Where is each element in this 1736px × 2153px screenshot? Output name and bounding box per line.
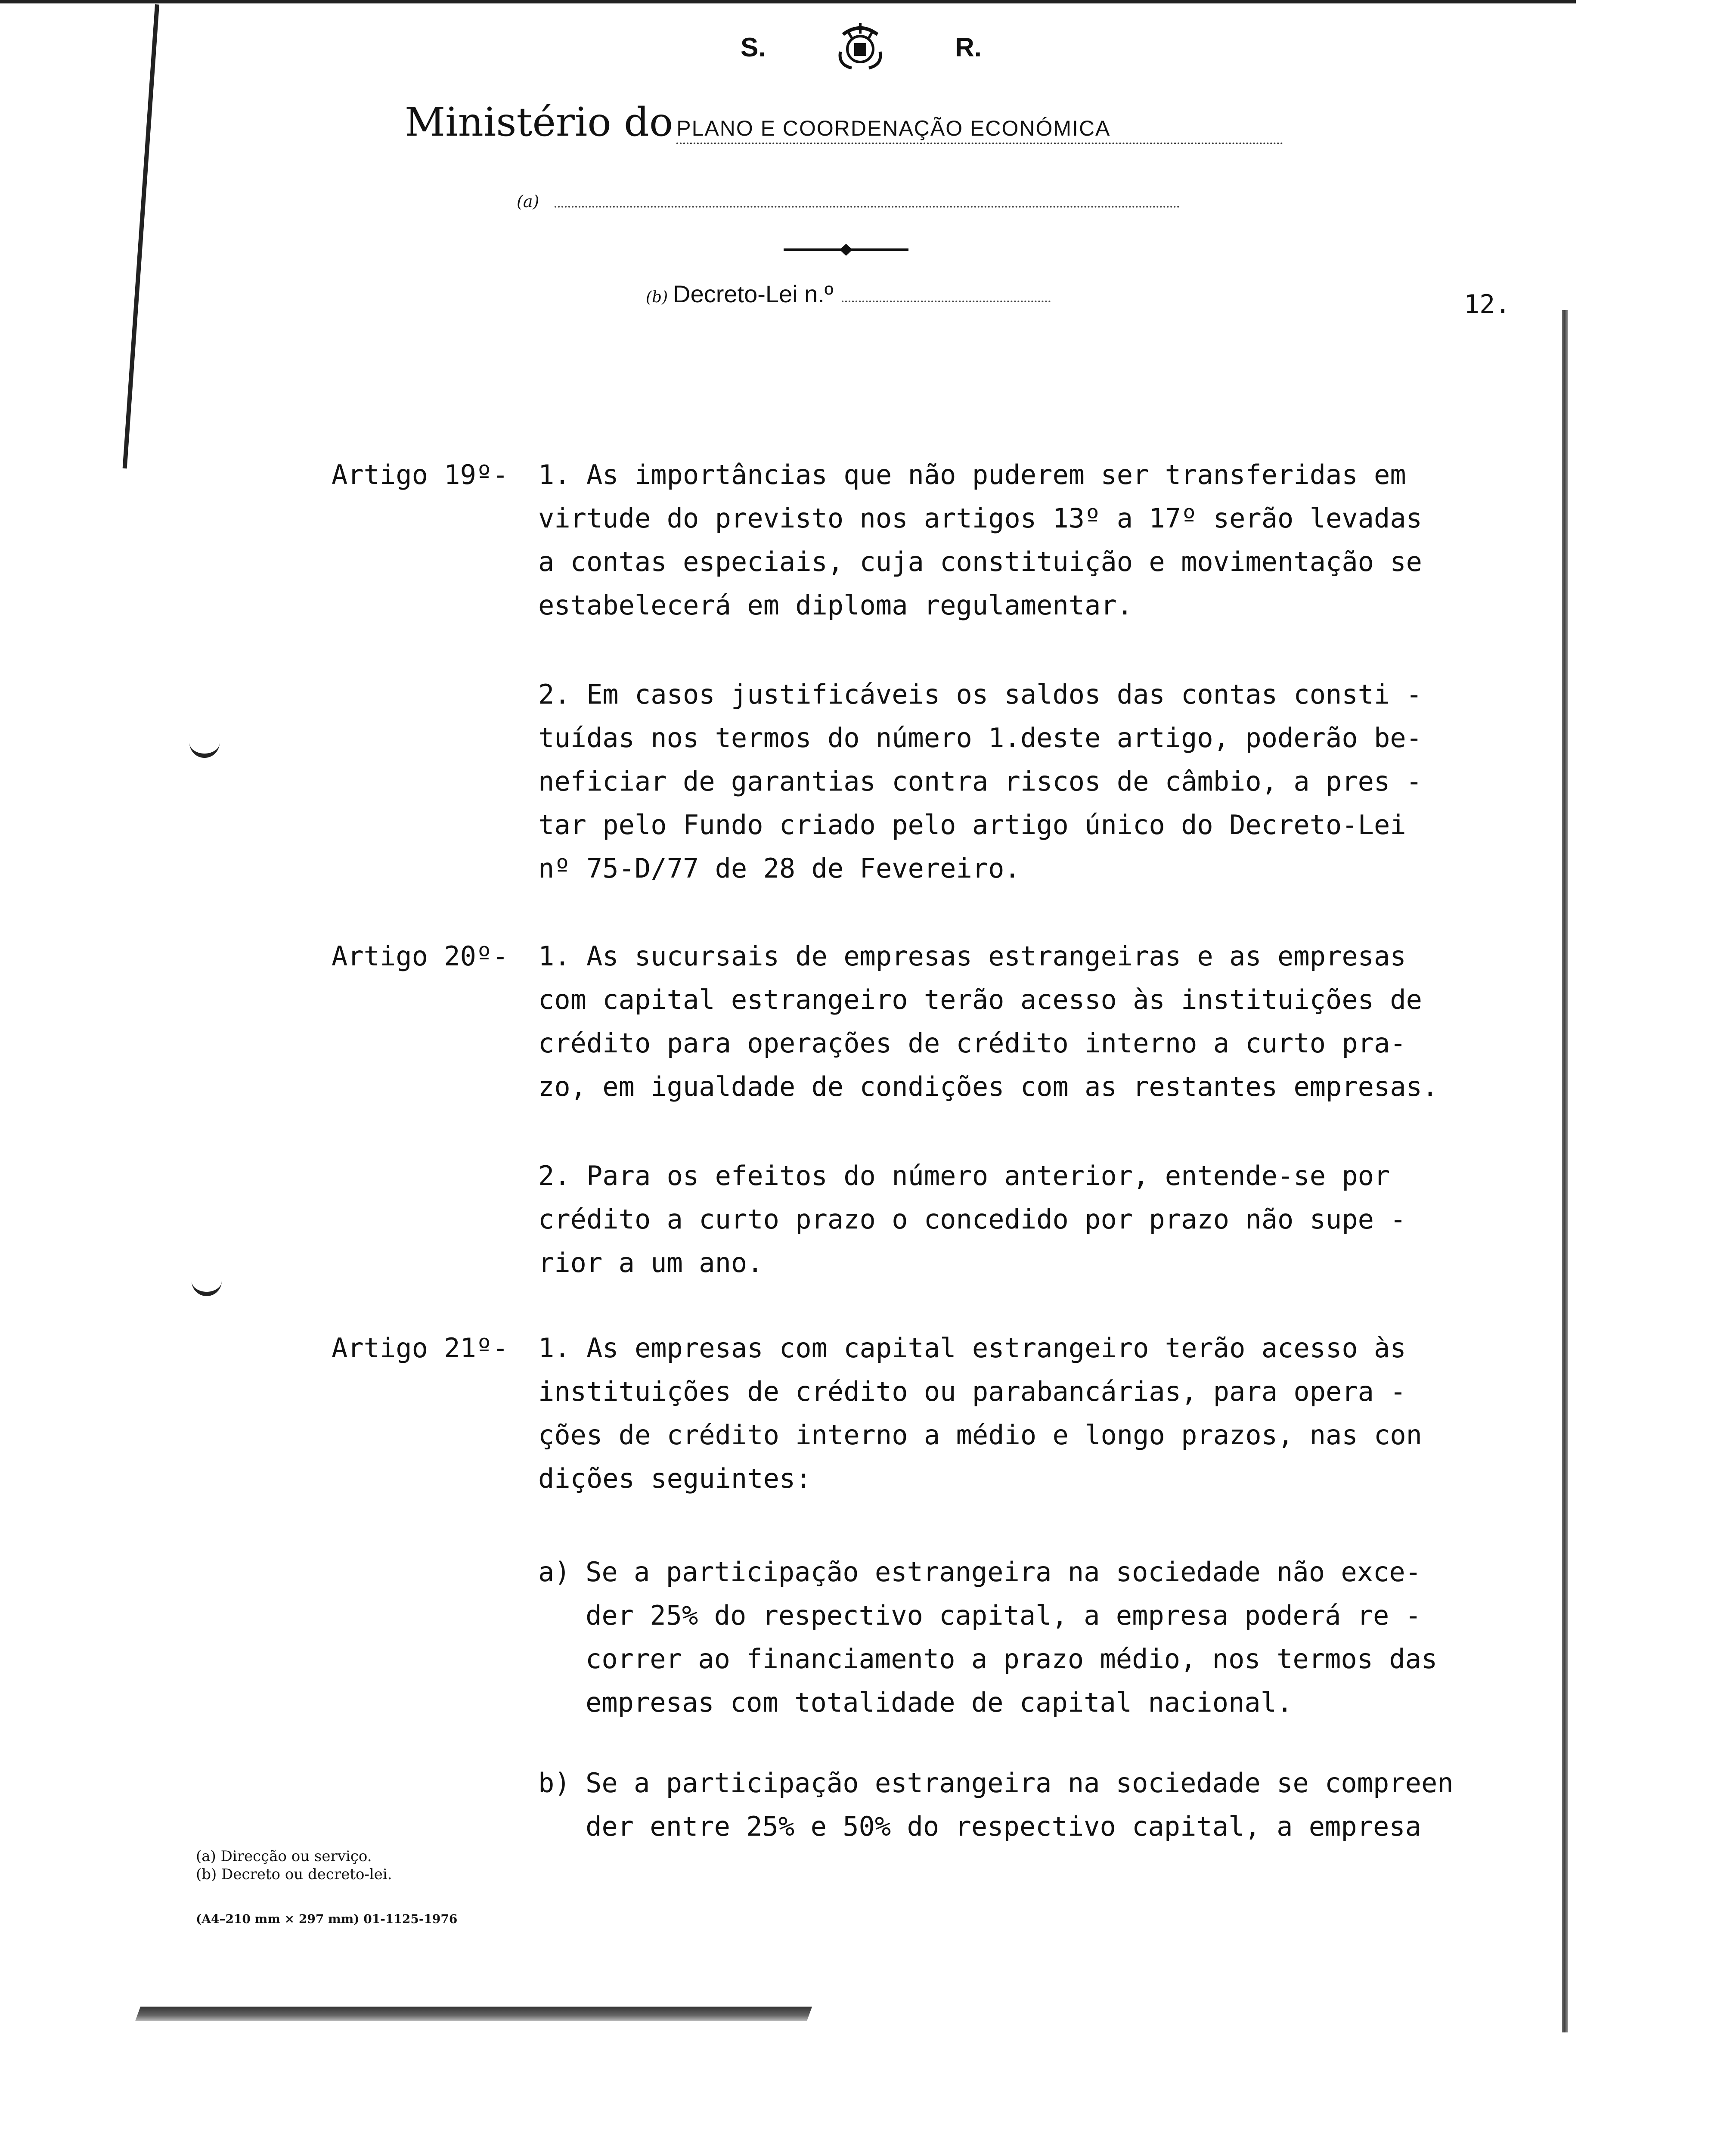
header-republic [741, 17, 982, 78]
margin-tick-mark [189, 728, 220, 758]
text-line: crédito para operações de crédito interno a curto pra- [538, 1027, 1406, 1059]
list-marker: b) [538, 1767, 570, 1799]
divider-ornament-icon [784, 241, 908, 258]
ministry-line [405, 99, 1283, 145]
text-line: 2. Para os efeitos do número anterior, entende-se por [538, 1160, 1390, 1191]
ministry-name: PLANO E COORDENAÇÃO ECONÓMICA [676, 116, 1283, 144]
article-label: Artigo 20º- [332, 940, 508, 972]
text-line: tuídas nos termos do número 1.deste artigo, poderão be- [538, 722, 1422, 754]
margin-tick-mark [192, 1266, 222, 1296]
text-line: 1. As empresas com capital estrangeiro terão acesso às [538, 1332, 1406, 1364]
text-line: correr ao financiamento a prazo médio, nos termos das [586, 1643, 1438, 1675]
decree-label-text: Decreto-Lei n.º [673, 280, 834, 307]
footnotes [196, 1847, 497, 1883]
text-line: der 25% do respectivo capital, a empresa poderá re - [586, 1600, 1422, 1631]
text-line: zo, em igualdade de condições com as restantes empresas. [538, 1071, 1438, 1102]
text-line: empresas com totalidade de capital nacional. [586, 1687, 1293, 1718]
article-paragraph [538, 453, 1494, 627]
article-paragraph [538, 673, 1494, 890]
text-line: Se a participação estrangeira na sociedade se compreen [586, 1767, 1454, 1799]
paper-format-code: (A4–210 mm × 297 mm) 01-1125-1976 [196, 1912, 458, 1926]
text-line: 2. Em casos justificáveis os saldos das contas consti - [538, 679, 1422, 710]
decree-number-dots [842, 292, 1051, 302]
text-line: virtude do previsto nos artigos 13º a 17º serão levadas [538, 503, 1422, 534]
article-label: Artigo 19º- [332, 459, 508, 490]
decree-label [646, 280, 833, 308]
text-line: com capital estrangeiro terão acesso às instituições de [538, 984, 1422, 1015]
article-paragraph [538, 1154, 1494, 1284]
text-line: estabelecerá em diploma regulamentar. [538, 589, 1133, 621]
article-paragraph [538, 934, 1494, 1108]
scan-bottom-bar [135, 2007, 812, 2021]
direction-field-label: (a) [517, 192, 539, 211]
scan-margin-line [123, 4, 159, 468]
text-line: 1. As importâncias que não puderem ser transferidas em [538, 459, 1406, 490]
footnote: (a) Direcção ou serviço. [196, 1848, 372, 1865]
text-line: crédito a curto prazo o concedido por prazo não supe - [538, 1204, 1406, 1235]
decree-line [646, 280, 1051, 314]
text-line: neficiar de garantias contra riscos de câmbio, a pres - [538, 766, 1422, 797]
text-line: 1. As sucursais de empresas estrangeiras e as empresas [538, 940, 1406, 972]
text-line: nº 75-D/77 de 28 de Fevereiro. [538, 853, 1020, 884]
text-line: ções de crédito interno a médio e longo prazos, nas con [538, 1419, 1422, 1451]
text-line: tar pelo Fundo criado pelo artigo único do Decreto-Lei [538, 809, 1406, 841]
text-line: instituições de crédito ou parabancárias, para opera - [538, 1376, 1406, 1407]
scan-top-edge [0, 0, 1576, 3]
text-line: rior a um ano. [538, 1247, 763, 1278]
footnote: (b) Decreto ou decreto-lei. [196, 1866, 392, 1883]
text-line: der entre 25% e 50% do respectivo capital, a empresa [586, 1811, 1422, 1842]
scan-right-edge [1562, 310, 1568, 2032]
list-text [586, 1761, 1533, 1848]
coat-of-arms-icon [834, 22, 886, 73]
article-paragraph [538, 1326, 1494, 1500]
ministry-title: Ministério do [405, 99, 673, 145]
list-marker: a) [538, 1556, 570, 1588]
header-right-letter: R. [955, 32, 982, 62]
page-number: 12. [1464, 289, 1511, 320]
direction-field [517, 185, 1180, 211]
direction-field-dots [555, 197, 1180, 208]
text-line: a contas especiais, cuja constituição e movimentação se [538, 546, 1422, 577]
decree-marker: (b) [646, 289, 668, 306]
article-label: Artigo 21º- [332, 1332, 508, 1364]
list-text [586, 1550, 1533, 1724]
header-left-letter: S. [741, 32, 766, 62]
text-line: dições seguintes: [538, 1463, 812, 1494]
text-line: Se a participação estrangeira na sociedade não exce- [586, 1556, 1422, 1588]
